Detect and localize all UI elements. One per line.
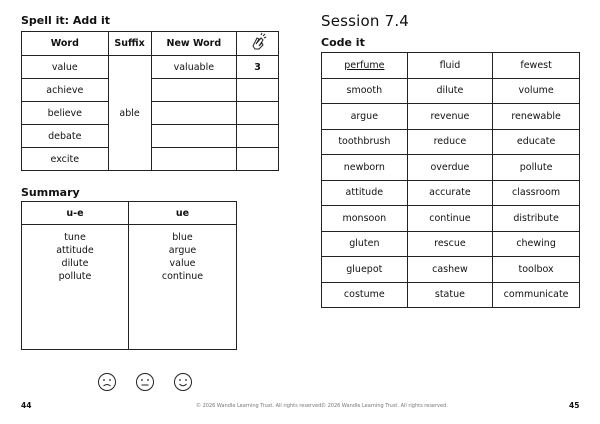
ue-header: ue (129, 202, 237, 225)
spell-it-heading: Spell it: Add it (21, 14, 111, 27)
table-cell: overdue (407, 155, 493, 181)
new-word-header: New Word (151, 32, 237, 56)
u-e-header: u-e (22, 202, 129, 225)
table-cell: rescue (407, 231, 493, 257)
table-cell: classroom (493, 180, 580, 206)
page-number-right: 45 (569, 401, 580, 410)
table-cell[interactable] (151, 79, 237, 102)
word-header: Word (22, 32, 109, 56)
table-cell: gluten (322, 231, 408, 257)
table-cell[interactable] (237, 102, 279, 125)
table-cell: debate (22, 125, 109, 148)
table-cell: renewable (493, 104, 580, 130)
happy-face-icon[interactable] (173, 372, 193, 392)
count-header (237, 32, 279, 56)
table-cell: costume (322, 282, 408, 308)
table-cell: volume (493, 78, 580, 104)
table-cell: educate (493, 129, 580, 155)
table-cell: continue (407, 206, 493, 232)
table-cell: dilute (407, 78, 493, 104)
table-cell: pollute (493, 155, 580, 181)
list-item: value (169, 258, 196, 269)
neutral-face-icon[interactable] (135, 372, 155, 392)
code-it-heading: Code it (321, 36, 365, 49)
table-cell: newborn (322, 155, 408, 181)
clapping-hands-icon (248, 32, 268, 52)
suffix-cell: able (108, 56, 151, 171)
table-cell: believe (22, 102, 109, 125)
list-item: continue (161, 271, 204, 282)
table-cell: communicate (493, 282, 580, 308)
footer-right: © 2026 Wandle Learning Trust. All rights reserved. (321, 403, 448, 409)
list-item: pollute (58, 271, 92, 282)
table-cell[interactable] (151, 125, 237, 148)
table-cell: toothbrush (322, 129, 408, 155)
suffix-header: Suffix (108, 32, 151, 56)
table-cell: cashew (407, 257, 493, 283)
table-cell: reduce (407, 129, 493, 155)
table-cell: distribute (493, 206, 580, 232)
list-item: dilute (61, 258, 89, 269)
table-cell: fluid (407, 53, 493, 79)
code-it-table (321, 52, 580, 308)
table-cell: excite (22, 148, 109, 171)
summary-table (21, 201, 237, 350)
list-item: tune (64, 232, 86, 243)
table-cell: 3 (237, 56, 279, 79)
table-cell: achieve (22, 79, 109, 102)
summary-heading: Summary (21, 186, 80, 199)
table-cell[interactable] (237, 125, 279, 148)
sad-face-icon[interactable] (97, 372, 117, 392)
perfume-word: perfume (344, 59, 385, 71)
table-cell: statue (407, 282, 493, 308)
table-cell (322, 53, 408, 79)
footer-left: © 2026 Wandle Learning Trust. All rights reserved. (196, 403, 323, 409)
table-cell[interactable] (237, 148, 279, 171)
list-item: attitude (56, 245, 94, 256)
ue-list (129, 225, 237, 350)
table-cell[interactable] (237, 79, 279, 102)
table-cell: gluepot (322, 257, 408, 283)
table-cell[interactable] (151, 102, 237, 125)
page-number-left: 44 (21, 401, 32, 410)
list-item: blue (172, 232, 193, 243)
session-title: Session 7.4 (321, 12, 410, 30)
table-cell: value (22, 56, 109, 79)
table-cell: chewing (493, 231, 580, 257)
table-cell: fewest (493, 53, 580, 79)
table-cell: monsoon (322, 206, 408, 232)
table-cell: argue (322, 104, 408, 130)
table-cell: attitude (322, 180, 408, 206)
self-assessment-faces (97, 372, 193, 392)
table-cell: revenue (407, 104, 493, 130)
spell-it-table (21, 31, 279, 171)
table-cell: toolbox (493, 257, 580, 283)
list-item: argue (168, 245, 197, 256)
table-cell: smooth (322, 78, 408, 104)
table-cell[interactable] (151, 148, 237, 171)
table-cell: accurate (407, 180, 493, 206)
table-cell: valuable (151, 56, 237, 79)
u-e-list (22, 225, 129, 350)
